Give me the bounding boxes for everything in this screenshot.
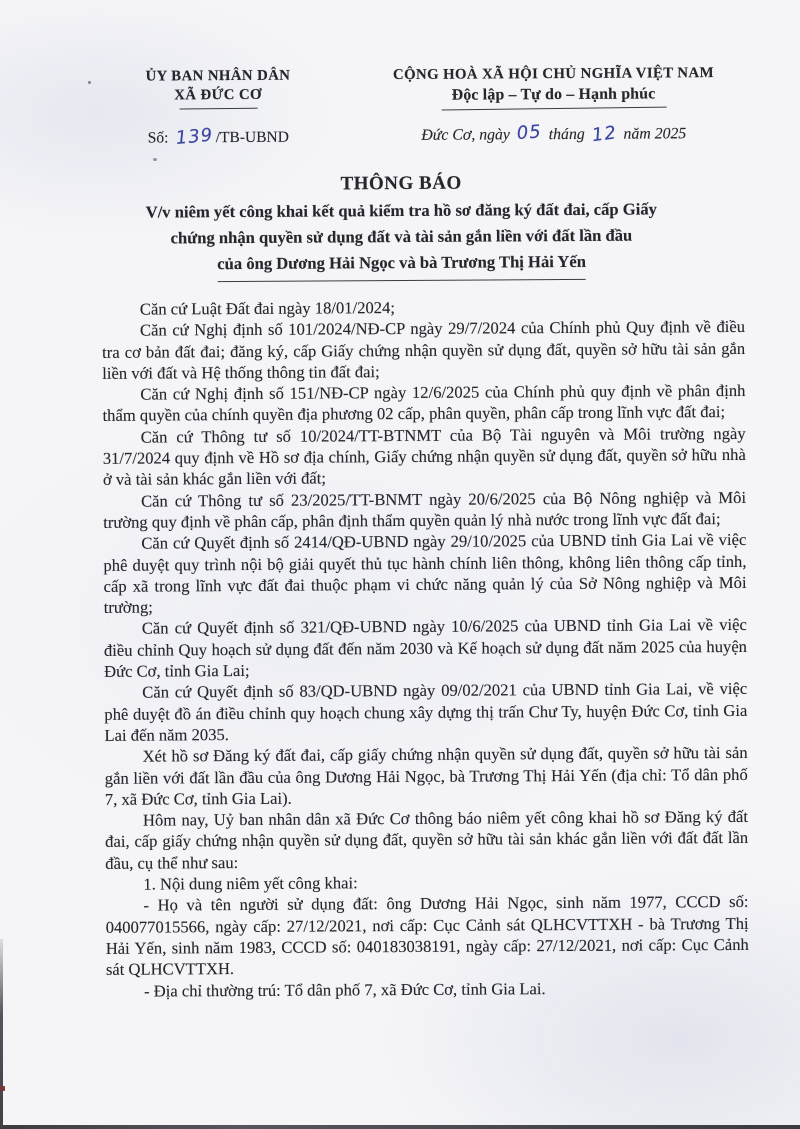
- date-prefix: Đức Cơ, ngày: [421, 126, 510, 144]
- national-title: CỘNG HOÀ XÃ HỘI CHỦ NGHĨA VIỆT NAM: [392, 65, 714, 84]
- document-number: [86, 125, 351, 148]
- document-number-prefix: Số:: [147, 129, 169, 147]
- document-subject: [1, 196, 800, 284]
- scan-edge-left: [0, 939, 3, 1129]
- issuing-authority-block: [85, 66, 350, 148]
- date-day-handwritten: 05: [516, 121, 543, 145]
- paragraph-landholder-details: - Họ và tên người sử dụng đất: ông Dương Hải Ngọc, sinh năm 1977, CCCD số: 040077015566, ngày cấp: 27/12/2021, nơi cấp: Cục Cảnh sát QLHCVTTXH - bà Trương Thị Hải Yến, sinh năm 1983, CCCD số: 040183038191, ngày cấp: 27/12/2021, nơi cấp: Cục Cảnh sát QLHCVTTXH.: [105, 892, 749, 980]
- date-suffix: năm 2025: [623, 125, 687, 143]
- paragraph-residence-address: - Địa chỉ thường trú: Tổ dân phố 7, xã Đức Cơ, tỉnh Gia Lai.: [143, 978, 546, 1001]
- scan-speck-red: [1, 1086, 5, 1091]
- national-motto-block: [358, 64, 748, 146]
- issuing-authority-line2: XÃ ĐỨC CƠ: [174, 86, 262, 104]
- paragraph-legal-basis-1: Căn cứ Luật Đất đai ngày 18/01/2024;: [139, 298, 396, 319]
- subject-line-1: V/v niêm yết công khai kết quả kiểm tra hồ sơ đăng ký đất đai, cấp Giấy: [145, 199, 657, 222]
- paragraph-legal-basis-4: Căn cứ Thông tư số 10/2024/TT-BTNMT của Bộ Tài nguyên và Môi trường ngày 31/7/2024 quy định về Hồ sơ địa chính, Giấy chứng nhận quyền sử dụng đất, quyền sở hữu nhà ở và tài sản khác gắn liền với đất;: [102, 423, 746, 490]
- subject-line-3: [2, 248, 800, 284]
- paragraph-legal-basis-6: Căn cứ Quyết định số 2414/QĐ-UBND ngày 29/10/2025 của UBND tỉnh Gia Lai về việc phê duyệt quy trình nội bộ giải quyết thủ tục hành chính liên thông, không liên thông cấp tỉnh, cấp xã trong lĩnh vực đất đai thuộc phạm vi chức năng quản lý của Sở Nông nghiệp và Môi trường;: [103, 530, 747, 617]
- paragraph-legal-basis-7: Căn cứ Quyết định số 321/QĐ-UBND ngày 10/6/2025 của UBND tỉnh Gia Lai về việc điều chỉnh Quy hoạch sử dụng đất đến năm 2030 và Kế hoạch sử dụng đất năm 2025 của huyện Đức Cơ, tỉnh Gia Lai;: [103, 615, 748, 681]
- paragraph-legal-basis-2: Căn cứ Nghị định số 101/2024/NĐ-CP ngày 29/7/2024 của Chính phủ Quy định về điều tra cơ bản đất đai; đăng ký, cấp Giấy chứng nhận quyền sử dụng đất, quyền sở hữu tài sản gắn liền với đất và Hệ thống thông tin đất đai;: [102, 317, 746, 383]
- paragraph-section-1-heading: 1. Nội dung niêm yết công khai:: [143, 873, 358, 894]
- date-month-handwritten: 12: [590, 122, 618, 147]
- motto-underline: [441, 107, 666, 111]
- authority-underline: [179, 108, 257, 110]
- paragraph-review: Xét hồ sơ Đăng ký đất đai, cấp giấy chứng nhận quyền sử dụng đất, quyền sở hữu tài sản gắn liền với đất lần đầu của ông Dương Hải Ngọc, bà Trương Thị Hải Yến (địa chỉ: Tổ dân phố 7, xã Đức Cơ, tỉnh Gia Lai).: [104, 743, 748, 809]
- subject-line-2: chứng nhận quyền sử dụng đất và tài sản gắn liền với đất lần đầu: [170, 225, 633, 248]
- document-number-handwritten: 139: [174, 124, 214, 149]
- issuing-authority-line1: ỦY BAN NHÂN DÂN: [145, 67, 291, 85]
- scan-speck: [153, 158, 157, 161]
- document-number-suffix: /TB-UBND: [215, 128, 289, 147]
- date-mid: tháng: [548, 125, 585, 144]
- place-date-line: [359, 122, 749, 145]
- scan-speck: [88, 81, 91, 84]
- document-title: THÔNG BÁO: [340, 172, 462, 195]
- document-body: [102, 295, 749, 1002]
- paragraph-legal-basis-5: Căn cứ Thông tư số 23/2025/TT-BNMT ngày 20/6/2025 của Bộ Nông nghiệp và Môi trường quy định về phân cấp, phân định thẩm quyền quản lý nhà nước trong lĩnh vực đất đai;: [103, 487, 747, 532]
- subject-line-3-text: của ông Dương Hải Ngọc và bà Trương Thị Hải Yến: [217, 249, 586, 282]
- scan-edge-bottom: [0, 1125, 800, 1129]
- document-header: [0, 0, 800, 148]
- national-motto: Độc lập – Tự do – Hạnh phúc: [451, 85, 656, 104]
- paragraph-legal-basis-3: Căn cứ Nghị định số 151/NĐ-CP ngày 12/6/2025 của Chính phủ quy định về phân định thẩm quyền của chính quyền địa phương 02 cấp, phân quyền, phân cấp trong lĩnh vực đất đai;: [102, 381, 746, 426]
- paragraph-announcement: Hôm nay, Uỷ ban nhân dân xã Đức Cơ thông báo niêm yết công khai hồ sơ Đăng ký đất đai, cấp giấy chứng nhận quyền sử dụng đất, quyền sở hữu tài sản khác gắn liền với đất đất lần đầu, cụ thể như sau:: [105, 807, 749, 873]
- paragraph-legal-basis-8: Căn cứ Quyết định số 83/QD-UBND ngày 09/02/2021 của UBND tỉnh Gia Lai, về việc phê duyệt đồ án điều chỉnh quy hoạch chung xây dựng thị trấn Chư Ty, huyện Đức Cơ, tỉnh Gia Lai đến năm 2035.: [104, 679, 748, 745]
